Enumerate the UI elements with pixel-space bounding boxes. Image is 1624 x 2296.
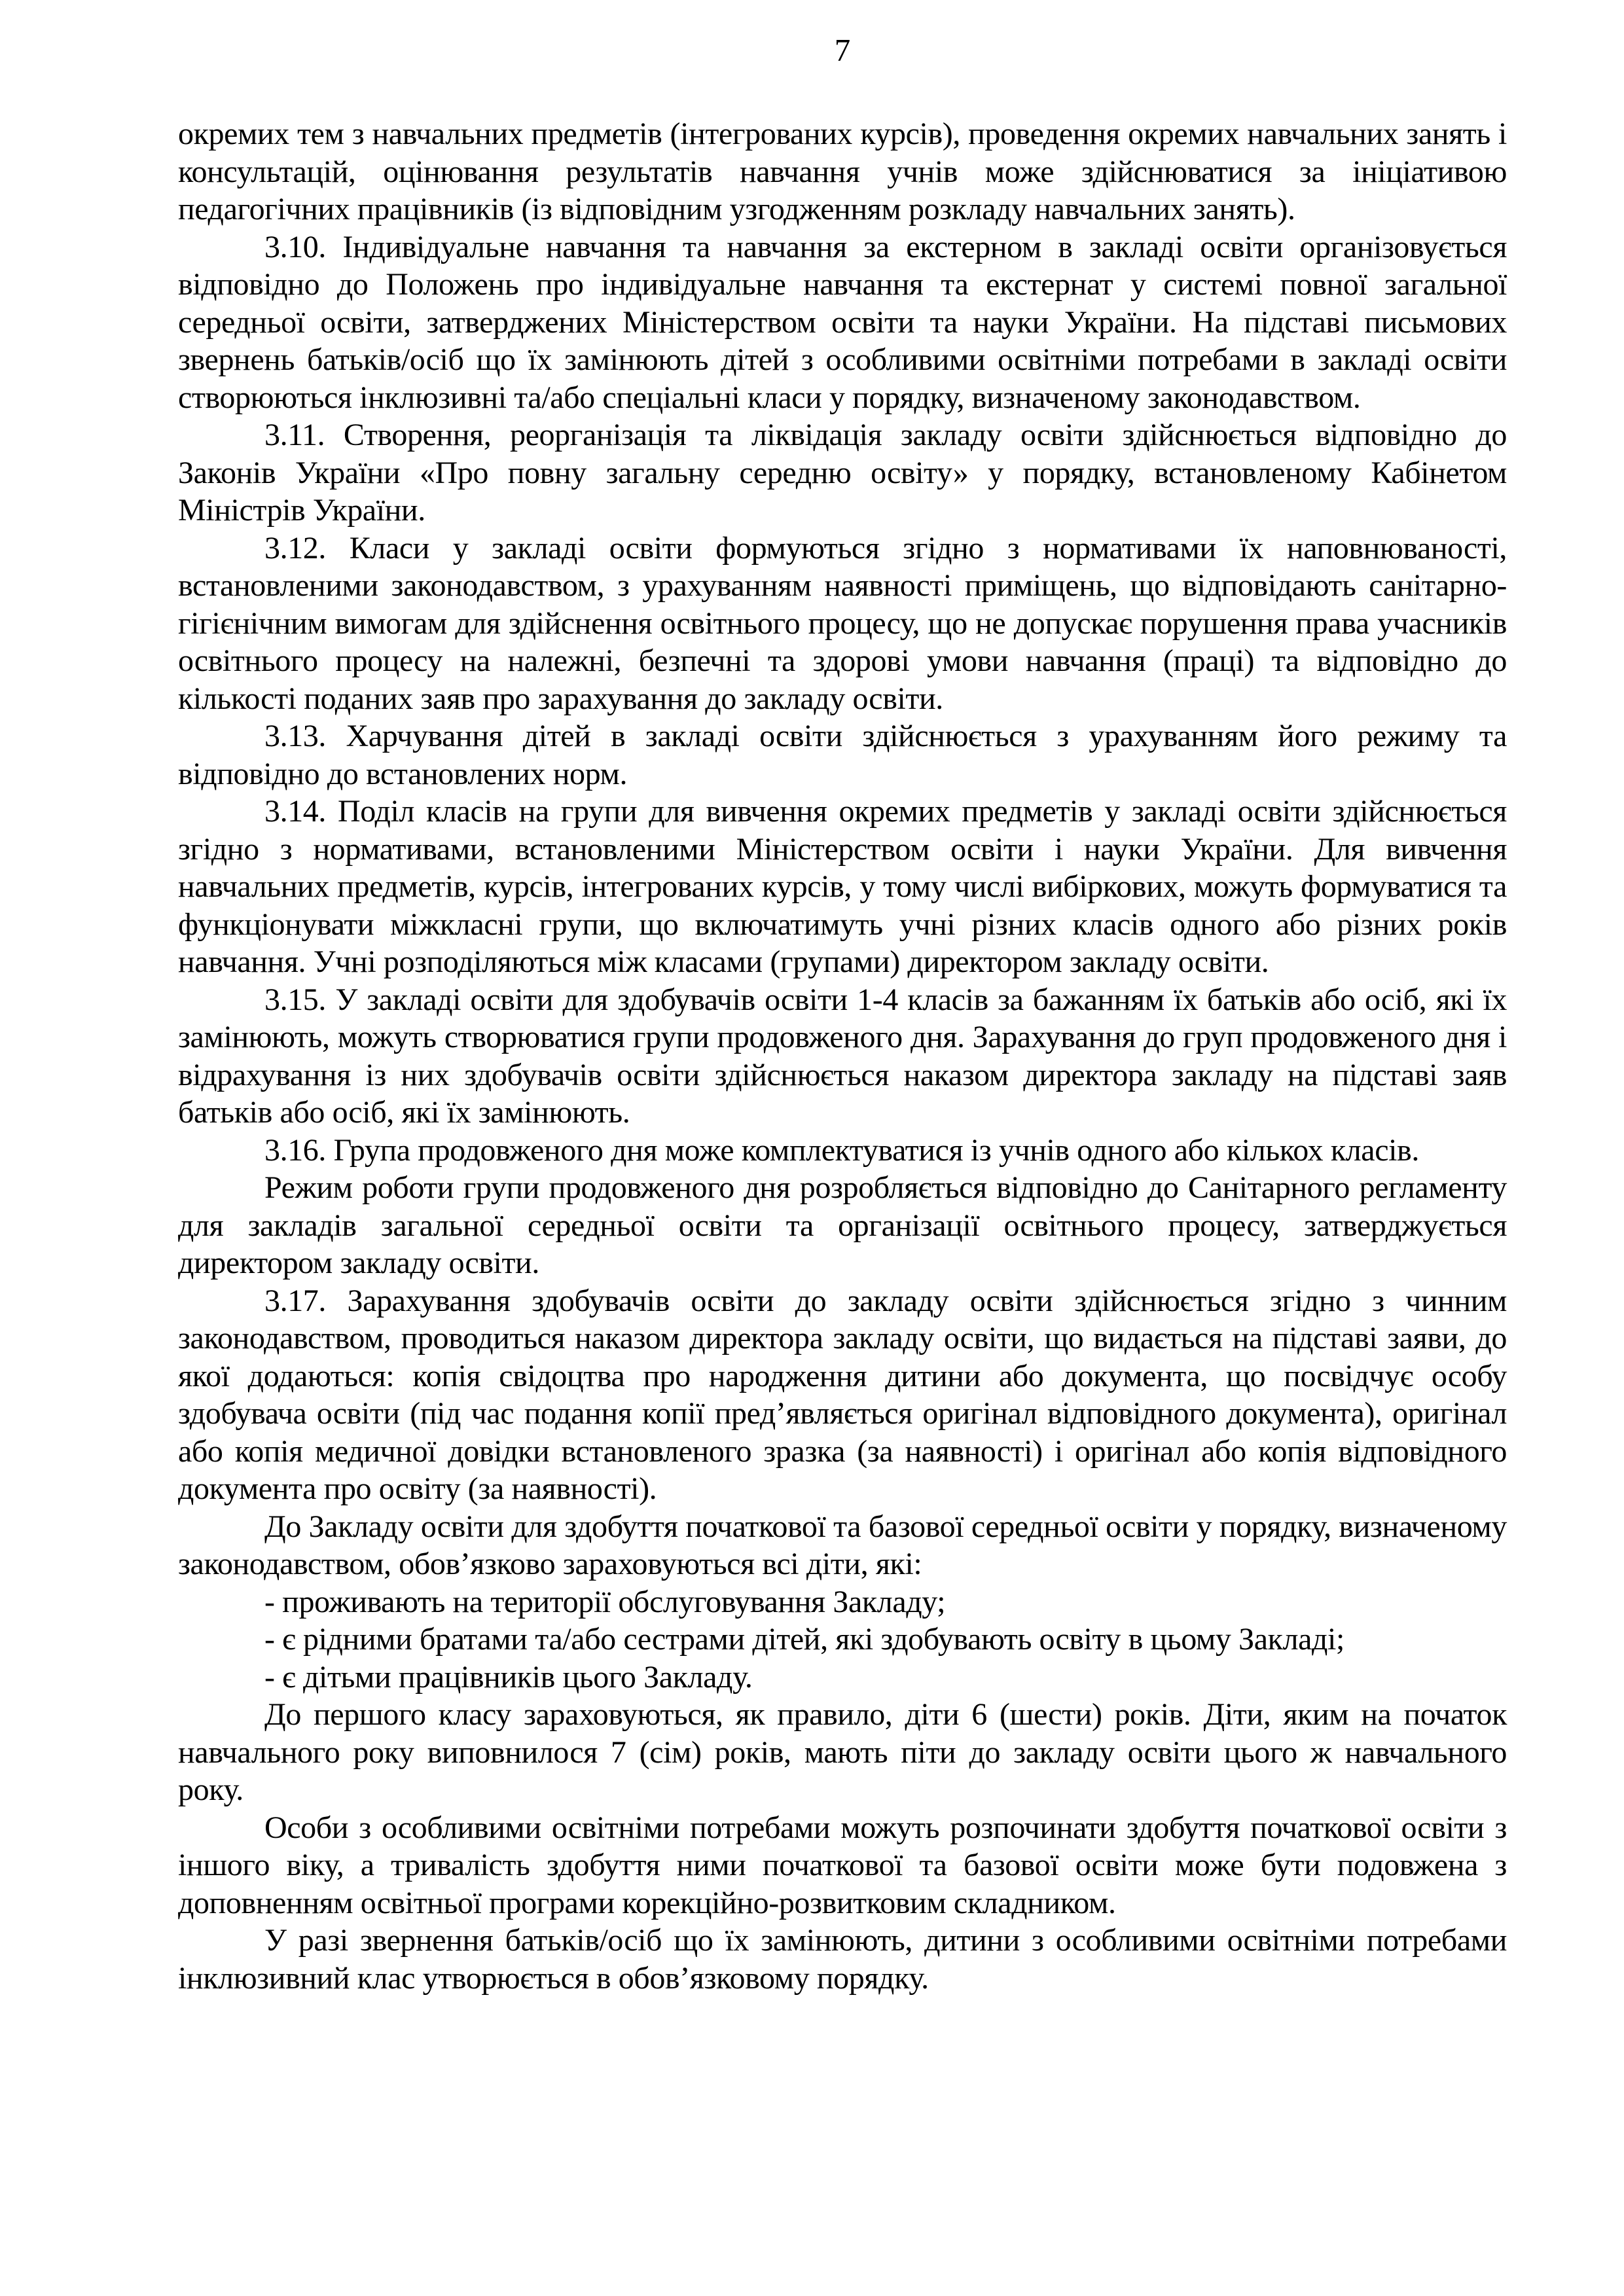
paragraph: До першого класу зараховуються, як правило, діти 6 (шести) років. Діти, яким на початок навчального року виповнилося 7 (сім) років, мають піти до закладу освіти цього ж навчального року. xyxy=(178,1697,1507,1807)
page-number: 7 xyxy=(834,32,851,68)
paragraph: До Закладу освіти для здобуття початкової та базової середньої освіти у порядку, визначеному законодавством, обов’язково зараховуються всі діти, які: xyxy=(178,1509,1507,1581)
paragraph: 3.10. Індивідуальне навчання та навчання за екстерном в закладі освіти організовується відповідно до Положень про індивідуальне навчання та екстернат у системі повної загальної середньої освіти, затверджених Міністерством освіти та науки України. На підставі письмових звернень батьків/осіб що їх замінюють дітей з особливими освітніми потребами в закладі освіти створюються інклюзивні та/або спеціальні класи у порядку, визначеному законодавством. xyxy=(178,229,1507,415)
paragraph: 3.16. Група продовженого дня може комплектуватися із учнів одного або кількох класів. xyxy=(264,1132,1419,1168)
list-item: - є рідними братами та/або сестрами дітей, які здобувають освіту в цьому Закладі; xyxy=(264,1622,1344,1657)
paragraph: 3.14. Поділ класів на групи для вивчення окремих предметів у закладі освіти здійснюється згідно з нормативами, встановленими Міністерством освіти і науки України. Для вивчення навчальних предметів, курсів, інтегрованих курсів, у тому числі вибіркових, можуть формуватися та функціонувати міжкласні групи, що включатимуть учні різних класів одного або різних років навчання. Учні розподіляються між класами (групами) директором закладу освіти. xyxy=(178,794,1507,979)
paragraph: 3.17. Зарахування здобувачів освіти до закладу освіти здійснюється згідно з чинним законодавством, проводиться наказом директора закладу освіти, що видається на підставі заяви, до якої додаються: копія свідоцтва про народження дитини або документа, що посвідчує особу здобувача освіти (під час подання копії пред’являється оригінал відповідного документа), оригінал або копія медичної довідки встановленого зразка (за наявності) і оригінал або копія відповідного документа про освіту (за наявності). xyxy=(178,1283,1507,1506)
list-item: - є дітьми працівників цього Закладу. xyxy=(264,1659,753,1695)
paragraph: 3.13. Харчування дітей в закладі освіти здійснюється з урахуванням його режиму та відповідно до встановлених норм. xyxy=(178,719,1507,791)
paragraph: Режим роботи групи продовженого дня розробляється відповідно до Санітарного регламенту для закладів загальної середньої освіти та організації освітнього процесу, затверджується директором закладу освіти. xyxy=(178,1170,1507,1280)
list-item: - проживають на території обслуговування Закладу; xyxy=(264,1584,946,1619)
paragraph: Особи з особливими освітніми потребами можуть розпочинати здобуття початкової освіти з іншого віку, а тривалість здобуття ними початкової та базової освіти може бути подовжена з доповненням освітньої програми корекційно-розвитковим складником. xyxy=(178,1810,1507,1920)
document-body xyxy=(178,115,1507,1997)
paragraph: 3.11. Створення, реорганізація та ліквідація закладу освіти здійснюється відповідно до Законів України «Про повну загальну середню освіту» у порядку, встановленому Кабінетом Міністрів України. xyxy=(178,418,1507,528)
paragraph: окремих тем з навчальних предметів (інтегрованих курсів), проведення окремих навчальних занять і консультацій, оцінювання результатів навчання учнів може здійснюватися за ініціативою педагогічних працівників (із відповідним узгодженням розкладу навчальних занять). xyxy=(178,117,1507,226)
paragraph: 3.12. Класи у закладі освіти формуються згідно з нормативами їх наповнюваності, встановленими законодавством, з урахуванням наявності приміщень, що відповідають санітарно-гігієнічним вимогам для здійснення освітнього процесу, що не допускає порушення права учасників освітнього процесу на належні, безпечні та здорові умови навчання (праці) та відповідно до кількості поданих заяв про зарахування до закладу освіти. xyxy=(178,530,1507,716)
paragraph: 3.15. У закладі освіти для здобувачів освіти 1-4 класів за бажанням їх батьків або осіб, які їх замінюють, можуть створюватися групи продовженого дня. Зарахування до груп продовженого дня і відрахування із них здобувачів освіти здійснюється наказом директора закладу на підставі заяв батьків або осіб, які їх замінюють. xyxy=(178,982,1507,1130)
paragraph: У разі звернення батьків/осіб що їх замінюють, дитини з особливими освітніми потребами інклюзивний клас утворюється в обов’язковому порядку. xyxy=(178,1923,1507,1996)
